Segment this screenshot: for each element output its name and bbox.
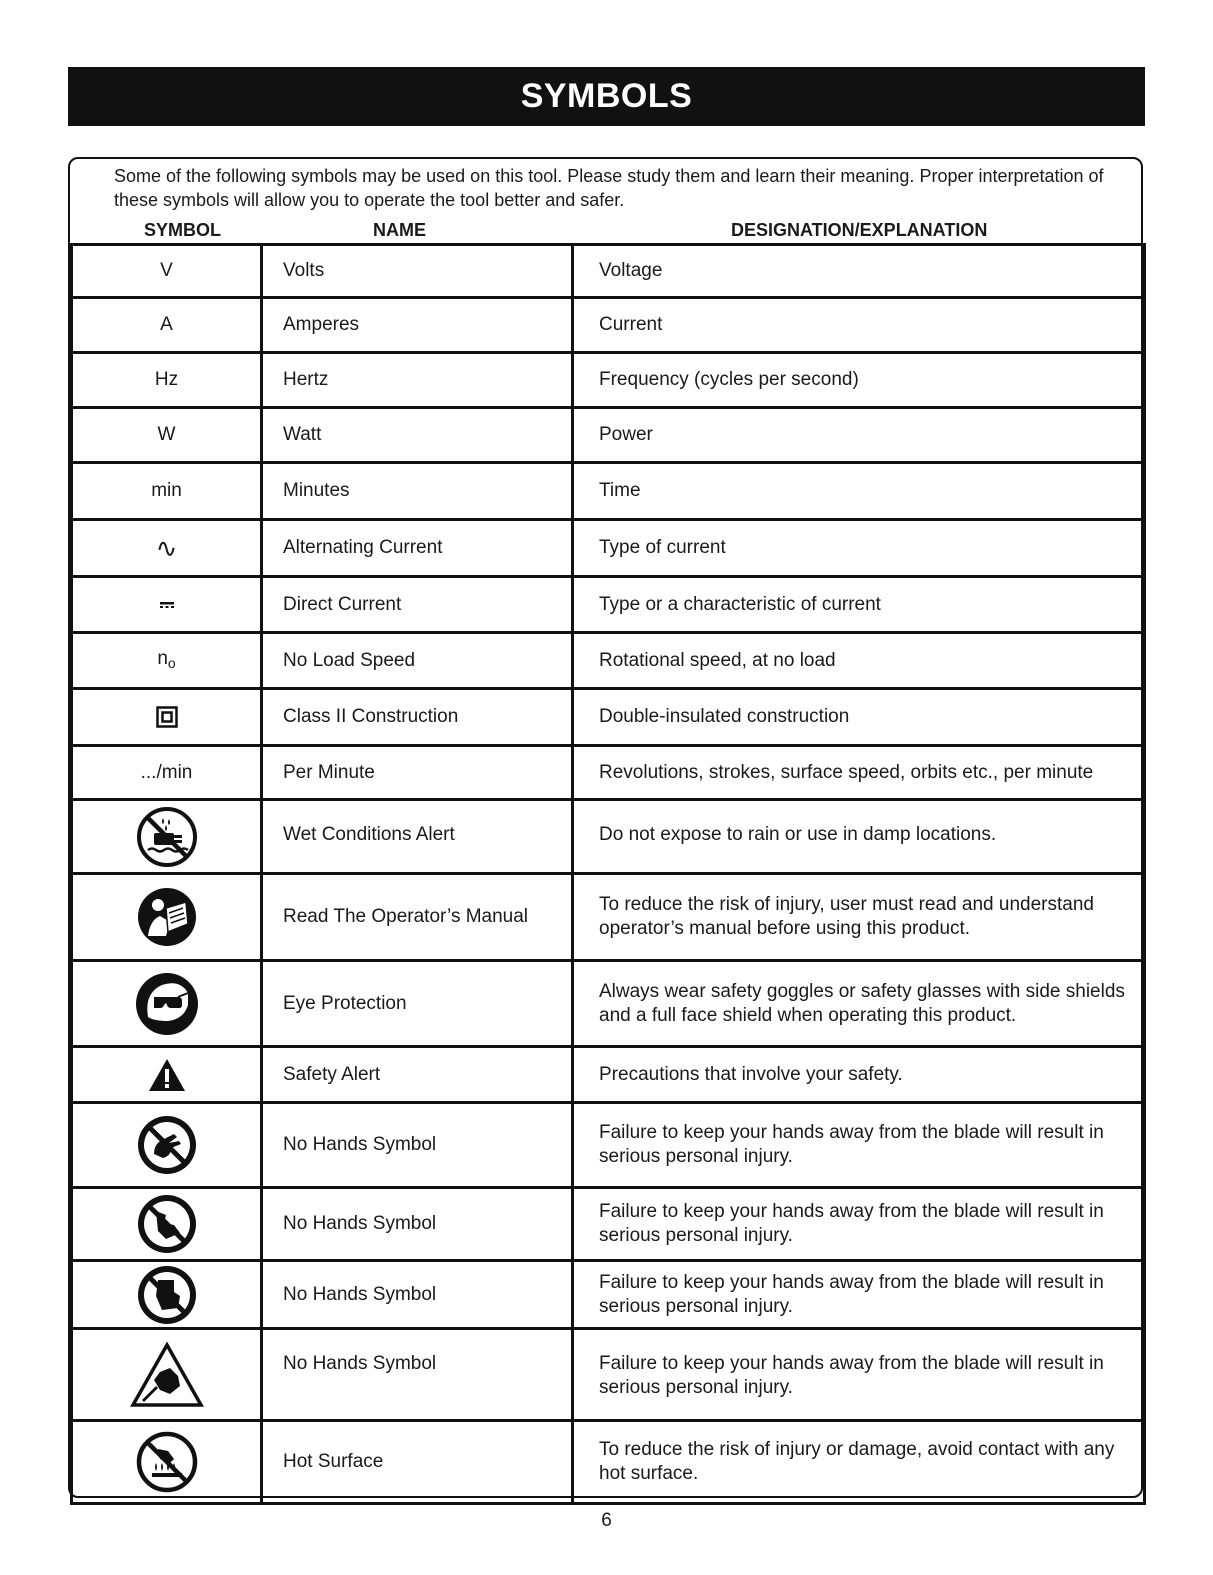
symbol-cell: .../min [72,746,262,800]
table-row [72,1421,1145,1504]
symbol-cell [72,874,262,961]
symbol-cell: A [72,298,262,353]
table-row [72,746,1145,800]
explanation-cell: Time [573,463,1145,520]
table-row [72,874,1145,961]
explanation-cell: Failure to keep your hands away from the blade will result in serious personal injury. [573,1103,1145,1188]
explanation-cell: Double-insulated construction [573,689,1145,746]
name-cell: Hot Surface [262,1421,573,1504]
table-row [72,520,1145,577]
intro-text: Some of the following symbols may be used on this tool. Please study them and learn their meaning. Proper interpretation of these symbols will allow you to operate the tool better and safer. [114,166,1104,210]
name-cell: No Hands Symbol [262,1103,573,1188]
name-cell: No Hands Symbol [262,1329,573,1421]
symbol-cell [72,577,262,633]
explanation-cell: To reduce the risk of injury, user must read and understand operator’s manual before using this product. [573,874,1145,961]
explanation-cell: Power [573,408,1145,463]
explanation-cell: Do not expose to rain or use in damp locations. [573,800,1145,874]
name-cell: Hertz [262,353,573,408]
no-hands-icon [136,1193,198,1255]
symbol-cell [72,1188,262,1261]
symbol-cell: W [72,408,262,463]
symbol-cell: Hz [72,353,262,408]
symbols-table [70,243,1146,1505]
name-cell: Watt [262,408,573,463]
name-cell: Safety Alert [262,1047,573,1103]
explanation-cell: Failure to keep your hands away from the blade will result in serious personal injury. [573,1261,1145,1329]
symbol-cell [72,800,262,874]
name-cell: Read The Operator’s Manual [262,874,573,961]
table-row [72,1188,1145,1261]
explanation-cell: Precautions that involve your safety. [573,1047,1145,1103]
explanation-cell: Type or a characteristic of current [573,577,1145,633]
symbol-cell: V [72,245,262,298]
table-row [72,633,1145,689]
read-manual-icon [136,886,198,948]
explanation-cell: Rotational speed, at no load [573,633,1145,689]
symbol-cell [72,1103,262,1188]
wet-conditions-icon [136,806,198,868]
no-hands-icon [136,1264,198,1326]
explanation-cell: To reduce the risk of injury or damage, avoid contact with any hot surface. [573,1421,1145,1504]
page-number: 6 [601,1510,612,1531]
explanation-cell: Current [573,298,1145,353]
symbol-cell [72,1329,262,1421]
col-header-explanation: DESIGNATION/EXPLANATION [731,220,988,240]
explanation-cell: Failure to keep your hands away from the blade will result in serious personal injury. [573,1188,1145,1261]
table-row [72,1047,1145,1103]
explanation-cell: Voltage [573,245,1145,298]
col-header-name: NAME [373,220,426,240]
symbol-cell: min [72,463,262,520]
safety-alert-icon [147,1057,187,1093]
table-row [72,800,1145,874]
explanation-cell: Failure to keep your hands away from the blade will result in serious personal injury. [573,1329,1145,1421]
symbol-cell [72,1421,262,1504]
symbol-cell [72,1261,262,1329]
table-row [72,1329,1145,1421]
col-header-symbol: SYMBOL [144,220,222,240]
hand-warning-triangle-icon [130,1342,204,1408]
direct-current-icon [157,600,177,610]
eye-protection-icon [134,971,200,1037]
table-row [72,1261,1145,1329]
no-hands-icon [136,1114,198,1176]
name-cell: Class II Construction [262,689,573,746]
name-cell: No Load Speed [262,633,573,689]
name-cell: Alternating Current [262,520,573,577]
class-ii-icon [156,706,178,728]
column-headers [0,220,1213,244]
name-cell: Minutes [262,463,573,520]
no-load-symbol: n [157,647,168,669]
symbol-cell [72,1047,262,1103]
symbol-cell [72,961,262,1047]
table-row [72,689,1145,746]
name-cell: Amperes [262,298,573,353]
name-cell: Wet Conditions Alert [262,800,573,874]
table-row [72,961,1145,1047]
name-cell: Eye Protection [262,961,573,1047]
page-title: SYMBOLS [68,67,1145,126]
no-load-symbol-subscript: o [167,654,176,671]
name-cell: Volts [262,245,573,298]
name-cell: Per Minute [262,746,573,800]
table-row [72,1103,1145,1188]
symbol-cell [72,689,262,746]
alternating-current-icon: ∿ [72,520,262,577]
table-row [72,577,1145,633]
table-row [72,245,1145,298]
name-cell: No Hands Symbol [262,1261,573,1329]
name-cell: Direct Current [262,577,573,633]
explanation-cell: Always wear safety goggles or safety glasses with side shields and a full face shield when operating this product. [573,961,1145,1047]
table-row [72,298,1145,353]
hot-surface-icon [136,1431,198,1493]
table-row [72,463,1145,520]
name-cell: No Hands Symbol [262,1188,573,1261]
explanation-cell: Frequency (cycles per second) [573,353,1145,408]
table-row [72,408,1145,463]
symbol-cell [72,633,262,689]
explanation-cell: Type of current [573,520,1145,577]
table-row [72,353,1145,408]
explanation-cell: Revolutions, strokes, surface speed, orbits etc., per minute [573,746,1145,800]
